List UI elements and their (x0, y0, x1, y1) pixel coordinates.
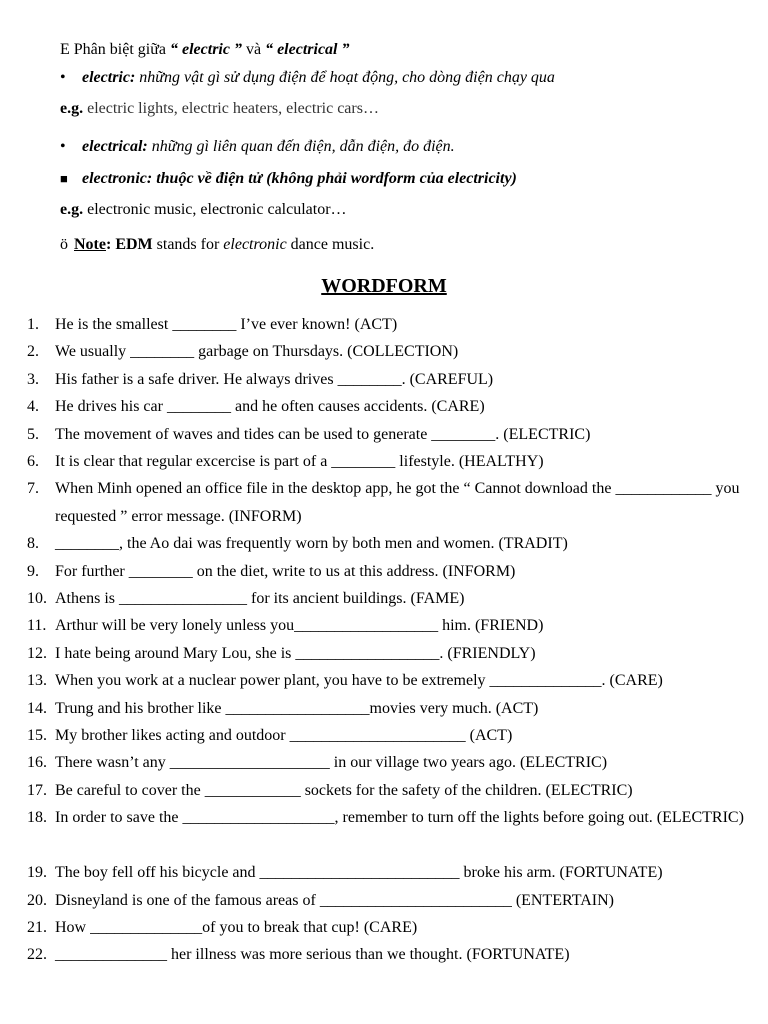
heading-prefix: Phân biệt giữa (69, 41, 170, 58)
exercise-text: My brother likes acting and outdoor ______________________ (ACT) (55, 727, 513, 745)
exercise-item (0, 612, 768, 639)
note-abbr: EDM (111, 236, 153, 253)
note-text-end: dance music. (286, 236, 375, 253)
eg-text: electric lights, electric heaters, electric cars… (83, 100, 379, 117)
exercise-text: In order to save the ___________________, remember to turn off the lights before going out. (ELECTRIC) (55, 809, 744, 827)
distinction-heading (60, 40, 350, 60)
electric-definition (60, 68, 555, 88)
heading-and: và (241, 41, 266, 58)
electronic-definition (60, 169, 517, 189)
eg-label: e.g. (60, 100, 84, 117)
exercise-item (0, 585, 768, 612)
exercise-text: The movement of waves and tides can be used to generate ________. (ELECTRIC) (55, 425, 591, 443)
electrical-definition (60, 137, 455, 157)
exercise-item (0, 366, 768, 393)
exercise-number: 4. (27, 398, 39, 416)
exercise-number: 21. (27, 918, 47, 936)
exercise-text: Trung and his brother like __________________movies very much. (ACT) (55, 699, 539, 717)
bullet-icon: • (60, 69, 66, 86)
electrical-term: electrical: (82, 138, 148, 155)
exercise-item (0, 777, 768, 804)
exercise-number: 17. (27, 781, 47, 799)
exercise-item (0, 311, 768, 338)
exercise-item (0, 448, 768, 475)
exercise-item (0, 804, 768, 859)
exercise-number: 20. (27, 891, 47, 909)
exercise-number: 5. (27, 425, 39, 443)
bullet-icon: • (60, 138, 66, 155)
note-label: Note (74, 236, 106, 253)
exercise-text: He is the smallest ________ I’ve ever known! (ACT) (55, 316, 398, 333)
exercise-number: 6. (27, 453, 39, 471)
exercise-text: The boy fell off his bicycle and _________________________ broke his arm. (FORTUNATE) (55, 864, 663, 882)
exercise-item (0, 887, 768, 914)
electric-term: electric: (82, 69, 136, 86)
exercise-number: 3. (27, 370, 39, 388)
exercise-text: I hate being around Mary Lou, she is __________________. (FRIENDLY) (55, 644, 536, 662)
exercise-text: His father is a safe driver. He always drives ________. (CAREFUL) (55, 370, 494, 388)
exercise-number: 18. (27, 809, 47, 827)
exercise-number: 19. (27, 864, 47, 882)
exercise-item (0, 558, 768, 585)
exercise-text: ______________ her illness was more serious than we thought. (FORTUNATE) (55, 946, 570, 964)
exercise-item (0, 421, 768, 448)
exercise-item (0, 475, 768, 530)
exercise-number: 11. (27, 617, 47, 635)
exercise-item (0, 695, 768, 722)
exercise-number: 7. (27, 480, 39, 498)
exercise-number: 22. (27, 946, 47, 964)
exercise-item (0, 941, 768, 968)
exercise-number: 2. (27, 343, 39, 361)
eg-label: e.g. (60, 201, 84, 218)
exercise-text: ________, the Ao dai was frequently worn by both men and women. (TRADIT) (55, 535, 568, 553)
exercise-number: 8. (27, 535, 39, 553)
heading-marker: Ε (60, 41, 70, 58)
exercise-item (0, 640, 768, 667)
note-emphasis: electronic (223, 236, 287, 253)
example-electronic (60, 200, 347, 220)
exercise-text: How ______________of you to break that cup! (CARE) (55, 918, 418, 936)
electric-def: những vật gì sử dụng điện để hoạt động, cho dòng điện chạy qua (135, 69, 555, 86)
exercise-item (0, 393, 768, 420)
exercise-item (0, 667, 768, 694)
exercise-text: For further ________ on the diet, write to us at this address. (INFORM) (55, 562, 516, 580)
exercise-text: There wasn’t any ____________________ in our village two years ago. (ELECTRIC) (55, 754, 608, 772)
exercise-text: When you work at a nuclear power plant, you have to be extremely ______________. (CARE) (55, 672, 663, 690)
exercise-number: 1. (27, 316, 39, 333)
exercise-item (0, 749, 768, 776)
exercise-number: 13. (27, 672, 47, 690)
exercise-item (0, 914, 768, 941)
page-title: WORDFORM (321, 275, 447, 297)
exercise-number: 14. (27, 699, 47, 717)
note-text: stands for (152, 236, 224, 253)
exercise-text: Be careful to cover the ____________ sockets for the safety of the children. (ELECTRIC) (55, 781, 633, 799)
exercise-text: Arthur will be very lonely unless you__________________ him. (FRIEND) (55, 617, 544, 635)
heading-word-electric: “ electric ” (170, 41, 242, 58)
example-electric (60, 99, 379, 119)
exercise-text: We usually ________ garbage on Thursdays. (COLLECTION) (55, 343, 459, 361)
exercise-text: It is clear that regular excercise is part of a ________ lifestyle. (HEALTHY) (55, 453, 544, 471)
note-colon: : (105, 236, 112, 253)
exercise-item (0, 530, 768, 557)
exercise-text: Athens is ________________ for its ancient buildings. (FAME) (55, 590, 465, 608)
exercise-number: 9. (27, 562, 39, 580)
note-marker: ö (60, 236, 68, 253)
electronic-def: electronic: thuộc về điện tử (không phải wordform của electricity) (82, 170, 517, 187)
exercise-list (0, 311, 768, 969)
eg-text: electronic music, electronic calculator… (83, 201, 347, 218)
exercise-number: 16. (27, 754, 47, 772)
electrical-def: những gì liên quan đến điện, dẫn điện, đo điện. (147, 138, 455, 155)
exercise-number: 10. (27, 590, 47, 608)
exercise-item (0, 722, 768, 749)
exercise-number: 15. (27, 727, 47, 745)
exercise-text: Disneyland is one of the famous areas of ________________________ (ENTERTAIN) (55, 891, 614, 909)
heading-word-electrical: “ electrical ” (265, 41, 350, 58)
exercise-text: He drives his car ________ and he often causes accidents. (CARE) (55, 398, 485, 416)
exercise-item (0, 338, 768, 365)
exercise-number: 12. (27, 644, 47, 662)
square-bullet-icon: ■ (60, 171, 68, 186)
exercise-text: When Minh opened an office file in the desktop app, he got the “ Cannot download the ____________ you requested ” error message. (INFORM) (55, 480, 740, 525)
exercise-item (0, 859, 768, 886)
note-line (60, 235, 375, 255)
